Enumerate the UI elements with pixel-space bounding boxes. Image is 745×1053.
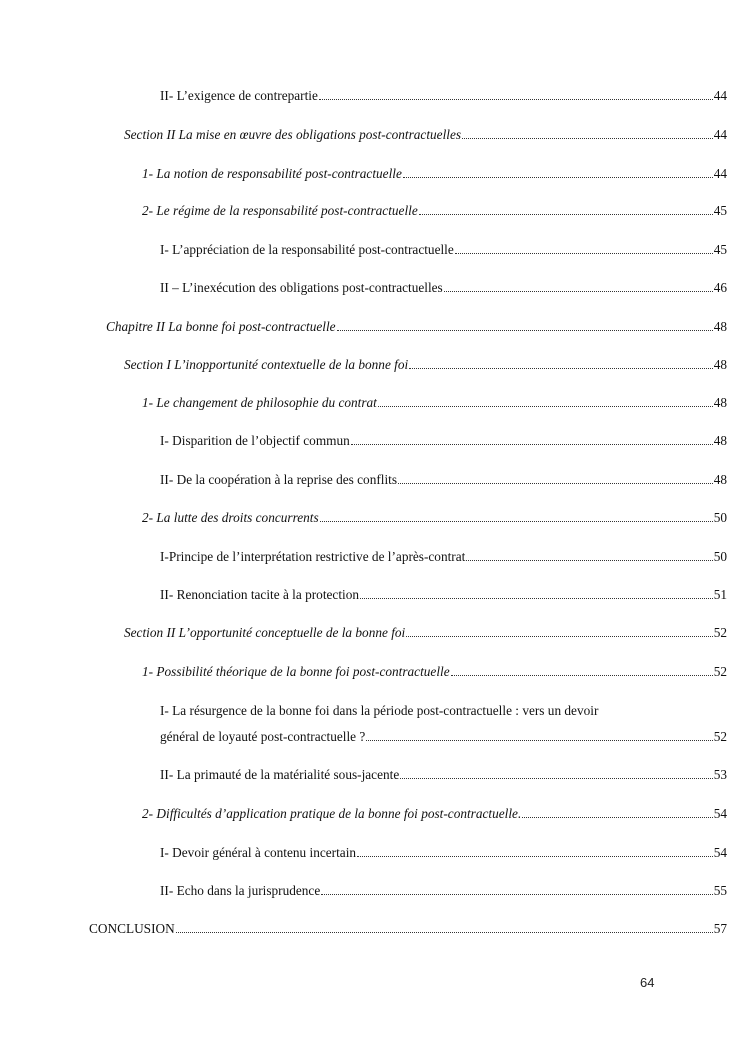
toc-entry bbox=[160, 767, 727, 783]
toc-entry-title: CONCLUSION bbox=[89, 921, 175, 936]
toc-entry-title: 1- La notion de responsabilité post-contractuelle bbox=[142, 166, 402, 181]
dot-leader bbox=[357, 855, 713, 857]
toc-entry-page: 45 bbox=[713, 203, 727, 218]
dot-leader bbox=[409, 367, 712, 369]
toc-entry-title: II- Renonciation tacite à la protection bbox=[160, 587, 359, 602]
toc-entry bbox=[160, 883, 727, 899]
toc-entry-page: 48 bbox=[713, 319, 727, 334]
toc-entry-title: 2- Le régime de la responsabilité post-contractuelle bbox=[142, 203, 418, 218]
toc-entry-page: 44 bbox=[713, 166, 727, 181]
toc-entry-title: I- La résurgence de la bonne foi dans la période post-contractuelle : vers un devoir bbox=[160, 703, 599, 718]
toc-entry bbox=[124, 357, 727, 373]
toc-entry bbox=[160, 242, 727, 258]
toc-entry bbox=[160, 549, 727, 565]
toc-entry-title: I- L’appréciation de la responsabilité post-contractuelle bbox=[160, 242, 454, 257]
toc-entry-page: 50 bbox=[713, 549, 727, 564]
dot-leader bbox=[406, 635, 712, 637]
toc-entry-title: 1- Le changement de philosophie du contrat bbox=[142, 395, 377, 410]
toc-entry-title: II – L’inexécution des obligations post-contractuelles bbox=[160, 280, 443, 295]
toc-entry-title: I- Devoir général à contenu incertain bbox=[160, 845, 357, 860]
toc-entry bbox=[142, 166, 727, 182]
toc-entry bbox=[160, 433, 727, 449]
toc-entry-page: 44 bbox=[713, 88, 727, 103]
toc-entry bbox=[124, 127, 727, 143]
toc-entry-title: II- L’exigence de contrepartie bbox=[160, 88, 318, 103]
toc-entry-title: Section II L’opportunité conceptuelle de la bonne foi bbox=[124, 625, 406, 640]
dot-leader bbox=[337, 329, 713, 331]
toc-entry-title: 1- Possibilité théorique de la bonne foi post-contractuelle bbox=[142, 664, 450, 679]
toc-entry-title: 2- Difficultés d’application pratique de la bonne foi post-contractuelle. bbox=[142, 806, 522, 821]
toc-entry-page: 53 bbox=[713, 767, 727, 782]
toc-entry bbox=[160, 587, 727, 603]
toc-entry-page: 51 bbox=[713, 587, 727, 602]
toc-entry bbox=[89, 921, 727, 937]
toc-entry bbox=[124, 625, 727, 641]
dot-leader bbox=[444, 290, 713, 292]
dot-leader bbox=[419, 213, 713, 215]
dot-leader bbox=[378, 405, 713, 407]
dot-leader bbox=[320, 520, 713, 522]
dot-leader bbox=[462, 137, 713, 139]
toc-entry bbox=[142, 203, 727, 219]
toc-entry bbox=[142, 664, 727, 680]
toc-entry bbox=[142, 510, 727, 526]
toc-entry-page: 48 bbox=[713, 395, 727, 410]
toc-entry-page: 52 bbox=[713, 664, 727, 679]
dot-leader bbox=[176, 931, 713, 933]
dot-leader bbox=[455, 252, 713, 254]
dot-leader bbox=[319, 98, 713, 100]
toc-entry-title: Section I L’inopportunité contextuelle de la bonne foi bbox=[124, 357, 409, 372]
toc-entry-title: I-Principe de l’interprétation restrictive de l’après-contrat bbox=[160, 549, 466, 564]
toc-entry bbox=[160, 280, 727, 296]
toc-entry bbox=[160, 845, 727, 861]
toc-entry-page: 48 bbox=[713, 357, 727, 372]
dot-leader bbox=[403, 176, 713, 178]
toc-entry-title: II- Echo dans la jurisprudence bbox=[160, 883, 321, 898]
toc-entry bbox=[160, 703, 727, 745]
toc-entry-page: 50 bbox=[713, 510, 727, 525]
dot-leader bbox=[351, 443, 713, 445]
toc-entry-page: 57 bbox=[713, 921, 727, 936]
toc-entry-page: 54 bbox=[713, 845, 727, 860]
toc-entry-page: 52 bbox=[713, 625, 727, 640]
toc-entry-title: II- De la coopération à la reprise des conflits bbox=[160, 472, 398, 487]
dot-leader bbox=[522, 816, 712, 818]
toc-entry bbox=[160, 88, 727, 104]
toc-entry-title-continued: général de loyauté post-contractuelle ? bbox=[160, 729, 366, 744]
toc-entry-page: 45 bbox=[713, 242, 727, 257]
toc-entry-page: 54 bbox=[713, 806, 727, 821]
toc-entry-page: 44 bbox=[713, 127, 727, 142]
toc-entry-title: Section II La mise en œuvre des obligations post-contractuelles bbox=[124, 127, 462, 142]
toc-entry-page: 55 bbox=[713, 883, 727, 898]
page-number: 64 bbox=[640, 975, 655, 990]
dot-leader bbox=[366, 739, 712, 741]
toc-entry-title: I- Disparition de l’objectif commun bbox=[160, 433, 350, 448]
toc-entry-title: Chapitre II La bonne foi post-contractuelle bbox=[106, 319, 336, 334]
dot-leader bbox=[451, 674, 713, 676]
dot-leader bbox=[466, 559, 712, 561]
toc-entry bbox=[160, 472, 727, 488]
dot-leader bbox=[400, 777, 712, 779]
toc-entry bbox=[142, 395, 727, 411]
toc-entry-page: 46 bbox=[713, 280, 727, 295]
toc-entry-title: 2- La lutte des droits concurrents bbox=[142, 510, 319, 525]
dot-leader bbox=[321, 893, 712, 895]
toc-entry bbox=[106, 319, 727, 335]
toc-entry-page: 52 bbox=[713, 729, 727, 744]
toc-entry-page: 48 bbox=[713, 433, 727, 448]
toc-entry-page: 48 bbox=[713, 472, 727, 487]
toc-entry bbox=[142, 806, 727, 822]
dot-leader bbox=[360, 597, 713, 599]
toc-entry-title: II- La primauté de la matérialité sous-jacente bbox=[160, 767, 400, 782]
dot-leader bbox=[398, 482, 713, 484]
